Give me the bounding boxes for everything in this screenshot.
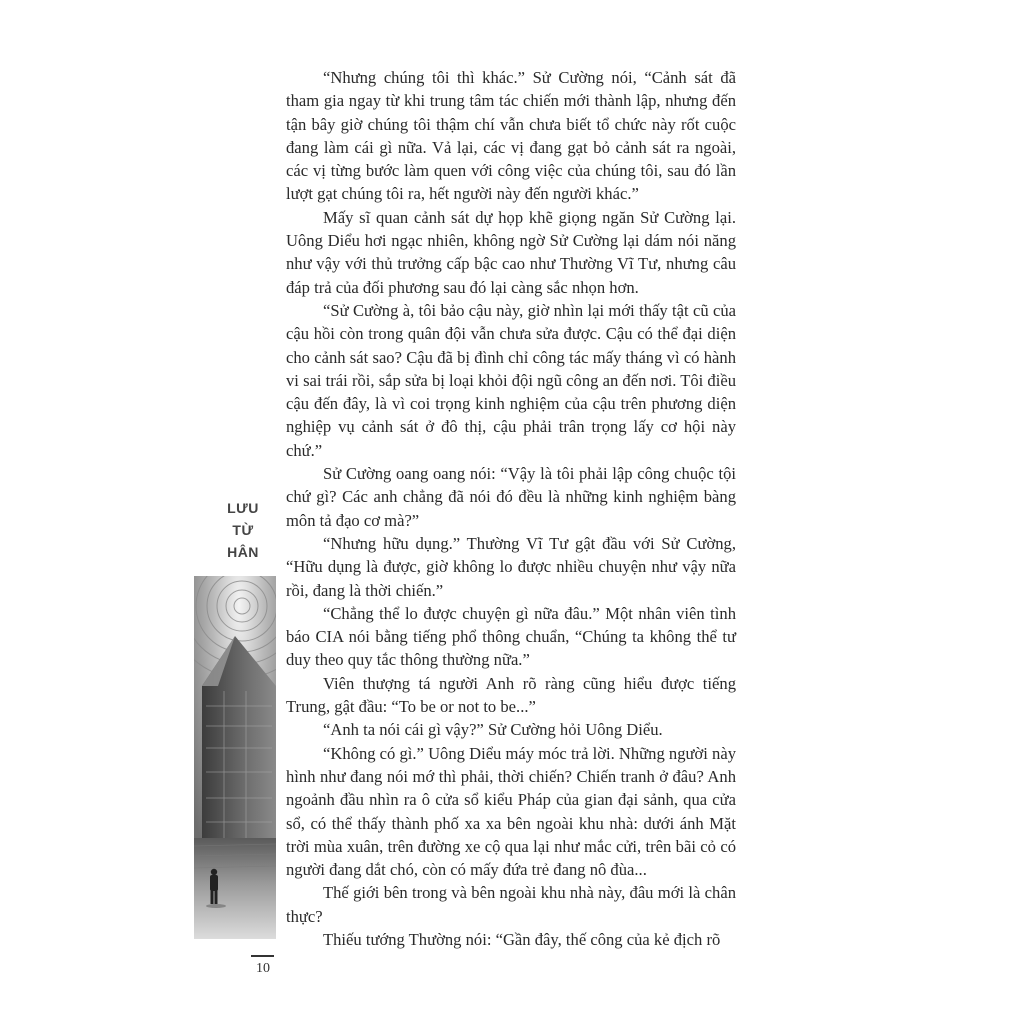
paragraph: “Anh ta nói cái gì vậy?” Sử Cường hỏi Uông Diểu. [323, 720, 663, 740]
author-name-vertical [208, 497, 278, 563]
sidebar-illustration [194, 576, 276, 939]
paragraph: Mấy sĩ quan cảnh sát dự họp khẽ giọng ngăn Sử Cường lại. Uông Diểu hơi ngạc nhiên, không ngờ Sử Cường lại dám nói năng như vậy với thủ trưởng cấp bậc cao như Thường Vĩ Tư, nhưng câu đáp trả của đối phương sau đó lại càng sắc nhọn hơn. [286, 207, 736, 297]
paragraph: Viên thượng tá người Anh rõ ràng cũng hiểu được tiếng Trung, gật đầu: “To be or not to be...” [286, 673, 736, 717]
paragraph: “Chẳng thể lo được chuyện gì nữa đâu.” Một nhân viên tình báo CIA nói bằng tiếng phổ thông chuẩn, “Chúng ta không thể tư duy theo quy tắc thông thường nữa.” [286, 603, 736, 670]
author-name-line: HÂN [227, 544, 259, 560]
paragraph: “Sử Cường à, tôi bảo cậu này, giờ nhìn lại mới thấy tật cũ của cậu hồi còn trong quân đội vẫn chưa sửa được. Cậu có thể đại diện cho cảnh sát sao? Cậu đã bị đình chỉ công tác mấy tháng vì có hành vi sai trái rồi, sắp sửa bị loại khỏi đội ngũ công an đến nơi. Tôi điều cậu đến đây, là vì coi trọng kinh nghiệm của cậu trên phương diện nghiệp vụ cảnh sát ở đô thị, cậu phải trân trọng lấy cơ hội này chứ.” [286, 300, 736, 460]
page-number: 10 [256, 961, 270, 976]
paragraph: Sử Cường oang oang nói: “Vậy là tôi phải lập công chuộc tội chứ gì? Các anh chẳng đã nói đó đều là những kinh nghiệm bàng môn tả đạo cơ mà?” [286, 464, 736, 530]
body-text [286, 66, 736, 951]
paragraph: Thế giới bên trong và bên ngoài khu nhà này, đâu mới là chân thực? [286, 883, 736, 926]
paragraph: “Nhưng chúng tôi thì khác.” Sử Cường nói, “Cảnh sát đã tham gia ngay từ khi trung tâm tác chiến mới thành lập, nhưng đến tận bây giờ chúng tôi thậm chí vẫn chưa biết tổ chức này rốt cuộc đang làm cái gì nữa. Vả lại, các vị đang gạt bỏ cảnh sát ra ngoài, các vị từng bước làm quen với công việc của chúng tôi, sau đó lần lượt gạt chúng tôi ra, hết người này đến người khác.” [286, 68, 736, 204]
paragraph: “Không có gì.” Uông Diểu máy móc trả lời. Những người này hình như đang nói mớ thì phải, thời chiến? Chiến tranh ở đâu? Anh ngoảnh đầu nhìn ra ô cửa sổ kiểu Pháp của gian đại sảnh, qua cửa sổ, có thể thấy thành phố xa xa bên ngoài khu nhà: dưới ánh Mặt trời mùa xuân, trên đường xe cộ qua lại như mắc cửi, trên bãi cỏ có người đang dắt chó, còn có mấy đứa trẻ đang nô đùa... [286, 743, 736, 880]
page-number-rule [251, 955, 274, 957]
paragraph: Thiếu tướng Thường nói: “Gần đây, thế công của kẻ địch rõ [323, 929, 721, 949]
author-name-line: LƯU [227, 500, 259, 516]
paragraph: “Nhưng hữu dụng.” Thường Vĩ Tư gật đầu với Sử Cường, “Hữu dụng là được, giờ không lo được nhiều chuyện như vậy nữa rồi, đang là thời chiến.” [286, 533, 736, 600]
author-name-line: TỪ [232, 522, 254, 538]
